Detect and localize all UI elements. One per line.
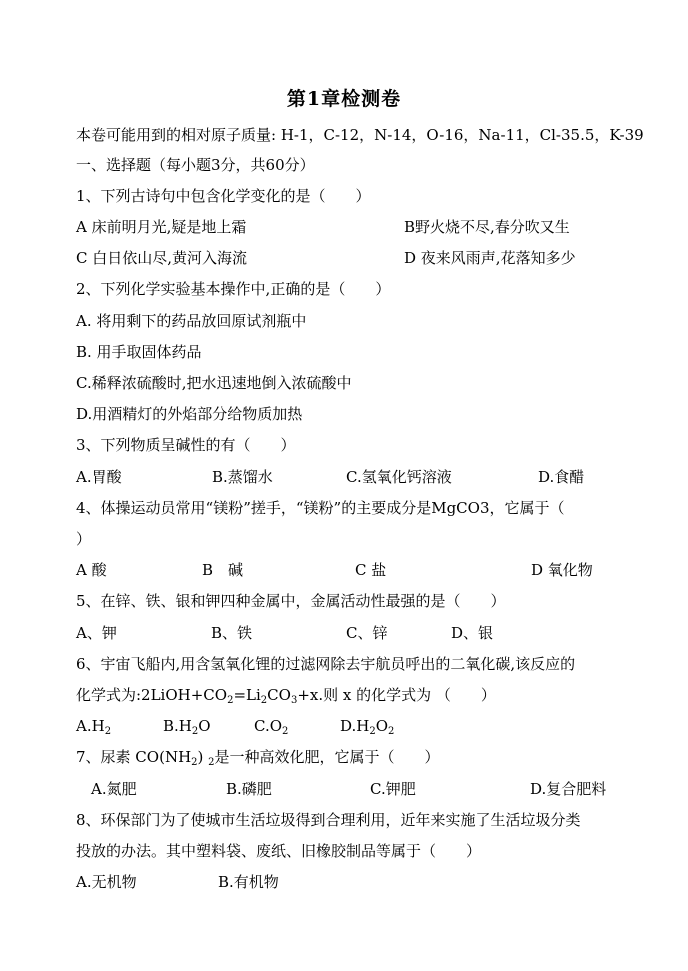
question-5-stem: 5、在锌、铁、银和钾四种金属中，金属活动性最强的是（ ）	[76, 592, 506, 610]
question-5-option-a: A、钾	[76, 624, 117, 642]
question-2-option-b: B. 用手取固体药品	[76, 343, 202, 361]
stem-text: )	[197, 748, 209, 766]
option-text: B.H	[163, 717, 192, 735]
question-4-option-d: D 氧化物	[531, 561, 593, 579]
question-1-option-a: A 床前明月光,疑是地上霜	[76, 218, 247, 236]
subscript: 2	[191, 757, 198, 768]
question-8-stem-line2: 投放的办法。其中塑料袋、废纸、旧橡胶制品等属于（ ）	[76, 842, 482, 860]
subscript: 2	[369, 726, 376, 737]
question-4-stem-line1: 4、体操运动员常用“镁粉”搓手，“镁粉”的主要成分是MgCO3，它属于（	[76, 499, 565, 517]
question-5-option-d: D、银	[451, 624, 494, 642]
question-5-option-b: B、铁	[211, 624, 253, 642]
subscript: 2	[208, 757, 215, 768]
subscript: 2	[227, 695, 234, 706]
question-1-stem: 1、下列古诗句中包含化学变化的是（ ）	[76, 187, 371, 205]
question-2-stem: 2、下列化学实验基本操作中,正确的是（ ）	[76, 280, 391, 298]
question-6-option-a	[76, 715, 111, 737]
question-6-option-b	[163, 715, 211, 737]
subscript: 2	[282, 726, 289, 737]
page-title: 第1章检测卷	[286, 88, 402, 110]
subscript: 3	[290, 695, 298, 706]
section-heading: 一、选择题（每小题3分，共60分）	[76, 156, 315, 174]
question-2-option-c: C.稀释浓硫酸时,把水迅速地倒入浓硫酸中	[76, 374, 352, 392]
question-8-option-b: B.有机物	[218, 873, 279, 891]
question-5-option-c: C、锌	[346, 624, 388, 642]
question-7-option-b: B.磷肥	[226, 780, 272, 798]
question-1-option-c: C 白日依山尽,黄河入海流	[76, 249, 248, 267]
subscript: 2	[388, 726, 395, 737]
subscript: 2	[191, 726, 199, 737]
option-text: C.O	[254, 717, 283, 735]
option-text: A.H	[76, 717, 105, 735]
question-3-option-a: A.胃酸	[76, 468, 122, 486]
option-text: O	[375, 717, 389, 735]
question-2-option-a: A. 将用剩下的药品放回原试剂瓶中	[76, 312, 307, 330]
question-4-stem-line2: ）	[76, 530, 92, 548]
option-text: O	[198, 717, 211, 735]
question-7-stem	[76, 746, 440, 768]
question-8-stem-line1: 8、环保部门为了使城市生活垃圾得到合理利用，近年来实施了生活垃圾分类	[76, 811, 581, 829]
question-7-option-d: D.复合肥料	[530, 780, 607, 798]
question-7-option-c: C.钾肥	[370, 780, 416, 798]
question-4-option-a: A 酸	[76, 561, 107, 579]
question-6-stem-line1: 6、宇宙飞船内,用含氢氧化锂的过滤网除去宇航员呼出的二氧化碳,该反应的	[76, 655, 576, 673]
equation-text: CO	[267, 686, 291, 704]
question-8-option-a: A.无机物	[76, 873, 137, 891]
question-6-option-d	[340, 715, 394, 737]
question-2-option-d: D.用酒精灯的外焰部分给物质加热	[76, 405, 303, 423]
question-6-option-c	[254, 715, 288, 737]
equation-text: 化学式为:2LiOH+CO	[76, 686, 228, 704]
stem-text: 7、尿素 CO(NH	[76, 748, 192, 766]
question-3-option-b: B.蒸馏水	[212, 468, 273, 486]
question-4-option-c: C 盐	[355, 561, 387, 579]
subscript: 2	[260, 695, 268, 706]
subscript: 2	[104, 726, 112, 737]
option-text: D.H	[340, 717, 370, 735]
question-4-option-b: B 碱	[202, 561, 244, 579]
question-3-option-d: D.食醋	[538, 468, 585, 486]
question-7-option-a: A.氮肥	[91, 780, 137, 798]
equation-text: +x.则 x 的化学式为 （ ）	[297, 686, 496, 704]
question-1-option-d: D 夜来风雨声,花落知多少	[404, 249, 576, 267]
question-3-option-c: C.氢氧化钙溶液	[346, 468, 452, 486]
intro-atomic-masses: 本卷可能用到的相对原子质量: H-1，C-12，N-14，O-16，Na-11，Cl-35.5，K-39	[76, 126, 644, 144]
question-3-stem: 3、下列物质呈碱性的有（ ）	[76, 436, 296, 454]
equation-text: =Li	[233, 686, 261, 704]
question-6-equation	[76, 684, 496, 706]
stem-text: 是一种高效化肥，它属于（ ）	[214, 748, 440, 766]
question-1-option-b: B野火烧不尽,春分吹又生	[404, 218, 570, 236]
